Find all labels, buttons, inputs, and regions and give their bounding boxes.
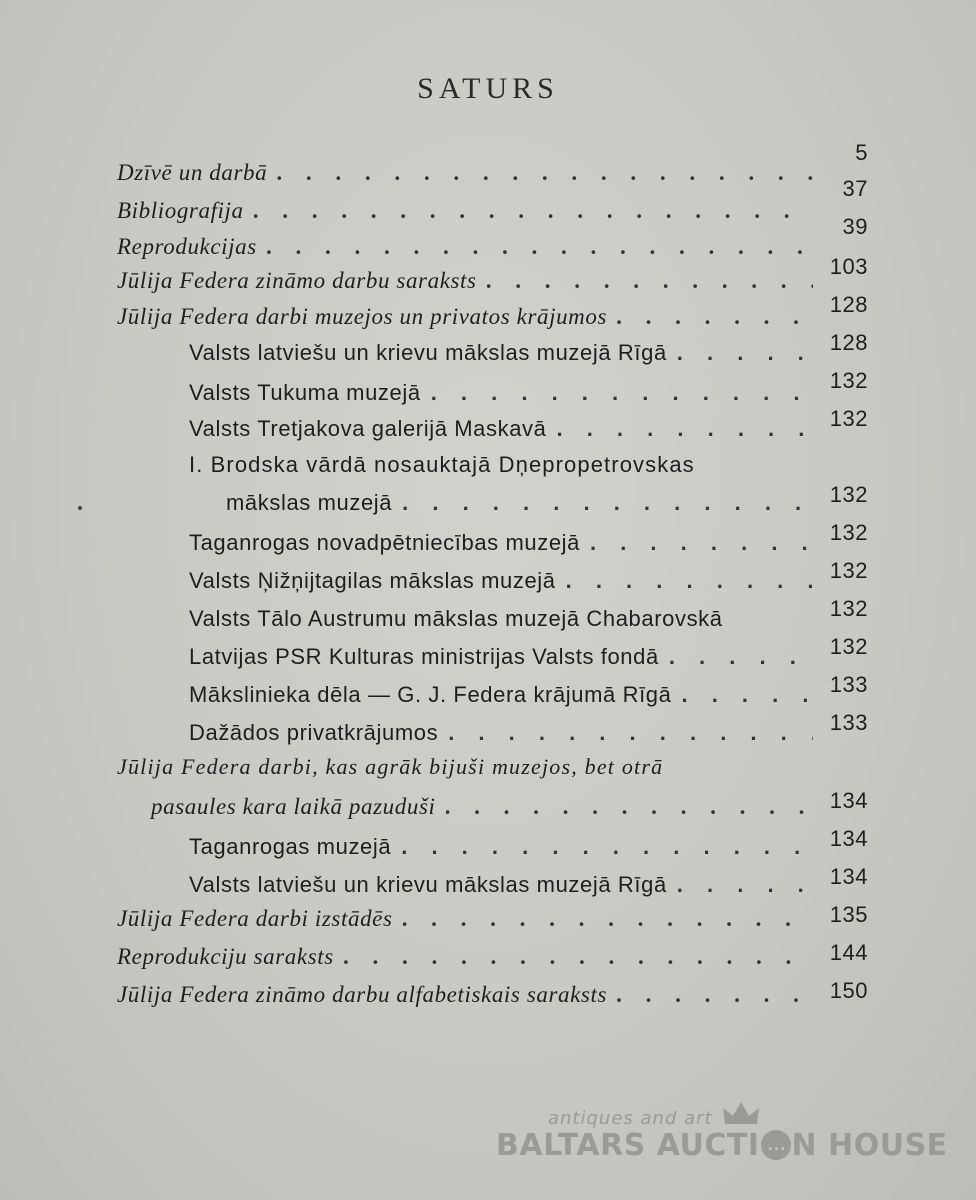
toc-entry-title: Jūlija Federa zināmo darbu alfabetiskais saraksts [117,982,608,1007]
toc-entry-page: 133 [829,672,868,697]
toc-entry-page: 132 [829,558,868,583]
toc-entry-page: 132 [829,634,868,659]
toc-entry-page: 132 [829,520,868,545]
toc-entry-title: Taganrogas muzejā [189,834,392,859]
leader-dots [566,568,813,594]
watermark-o-icon: ... [761,1130,791,1160]
toc-entry-title: Bibliografija [117,198,244,223]
watermark-name [496,1128,948,1163]
toc-subentry [189,530,817,556]
toc-entry [117,944,817,970]
toc-entry-title: Valsts latviešu un krievu mākslas muzejā Rīgā [189,340,667,365]
toc-entry [117,982,817,1008]
toc-entry-title: Mākslinieka dēla — G. J. Federa krājumā Rīgā [189,682,672,707]
toc-entry [117,234,817,260]
toc-entry-page: 134 [829,826,868,851]
toc-entry-page: 135 [829,902,868,927]
toc-subentry [189,872,817,898]
toc-subentry [189,606,817,632]
toc-entry-title: Jūlija Federa darbi muzejos un privatos krājumos [117,304,608,329]
paper-speck [78,506,82,510]
leader-dots [487,268,813,294]
toc-entry-title: Valsts latviešu un krievu mākslas muzejā Rīgā [189,872,667,897]
leader-dots [431,380,813,406]
toc-entry-title: Reprodukciju saraksts [117,944,334,969]
toc-entry-page: 103 [829,254,868,279]
toc-entry [117,906,817,932]
leader-dots [556,416,813,442]
toc-entry-title-continued: mākslas muzejā [226,490,393,515]
leader-dots [677,340,813,366]
toc-entry-title: Valsts Tālo Austrumu mākslas muzejā Chabarovskā [189,606,723,631]
toc-subentry [189,720,817,746]
toc-entry [117,268,817,294]
leader-dots [617,982,813,1008]
toc-entry-title: Taganrogas novadpētniecības muzejā [189,530,580,555]
leader-dots [277,160,813,186]
toc-entry-title: Dažādos privatkrājumos [189,720,439,745]
toc-entry-page: 132 [829,406,868,431]
toc-entry [117,304,817,330]
leader-dots [448,720,813,746]
toc-entry-title: Jūlija Federa darbi izstādēs [117,906,393,931]
toc-entry-page: 132 [829,368,868,393]
toc-entry-page: 144 [829,940,868,965]
leader-dots [677,872,813,898]
leader-dots [403,906,813,932]
toc-entry-title: Reprodukcijas [117,234,257,259]
toc-entry-page: 132 [829,482,868,507]
toc-subentry [189,380,817,406]
leader-dots [344,944,813,970]
page-title: SATURS [417,72,559,105]
toc-entry [117,160,817,186]
toc-entry [117,198,817,224]
toc-entry-page: 133 [829,710,868,735]
toc-entry-page: 132 [829,596,868,621]
toc-entry-page: 128 [829,292,868,317]
leader-dots [446,794,814,820]
toc-entry-title: Valsts Tretjakova galerijā Maskavā [189,416,547,441]
toc-subentry [189,568,817,594]
leader-dots [617,304,813,330]
toc-entry-title: Valsts Ņižņijtagilas mākslas muzejā [189,568,556,593]
crown-icon [721,1100,761,1128]
toc-entry-page: 39 [842,214,868,239]
leader-dots [669,644,813,670]
toc-subentry [189,416,817,442]
toc-entry-title-continued: pasaules kara laikā pazuduši [151,794,436,819]
toc-subentry [189,834,817,860]
watermark-name-part2: N HOUSE [791,1128,948,1163]
toc-entry-page: 134 [829,864,868,889]
toc-subentry [189,682,817,708]
toc-entry [151,794,817,820]
toc-entry-title: Jūlija Federa zināmo darbu saraksts [117,268,477,293]
toc-entry-title: Valsts Tukuma muzejā [189,380,421,405]
toc-entry-title: Dzīvē un darbā [117,160,268,185]
toc-subentry [189,340,817,366]
leader-dots [267,234,813,260]
toc-entry-page: 37 [842,176,868,201]
leader-dots [590,530,813,556]
leader-dots [681,682,813,708]
watermark-name-part1: BALTARS AUCTI [496,1128,760,1163]
leader-dots [401,834,813,860]
leader-dots [402,490,813,516]
toc-entry-title: Jūlija Federa darbi, kas agrāk bijuši muzejos, bet otrā [117,754,664,779]
toc-entry-page: 5 [855,140,868,165]
toc-entry-title: I. Brodska vārdā nosauktajā Dņepropetrovskas [189,452,695,477]
toc-entry-title: Latvijas PSR Kulturas ministrijas Valsts fondā [189,644,659,669]
toc-subentry [189,644,817,670]
toc-entry-page: 134 [829,788,868,813]
toc-entry-page: 128 [829,330,868,355]
toc-subentry [226,490,817,516]
leader-dots [254,198,813,224]
watermark-tagline: antiques and art [548,1108,713,1129]
toc-entry-page: 150 [829,978,868,1003]
